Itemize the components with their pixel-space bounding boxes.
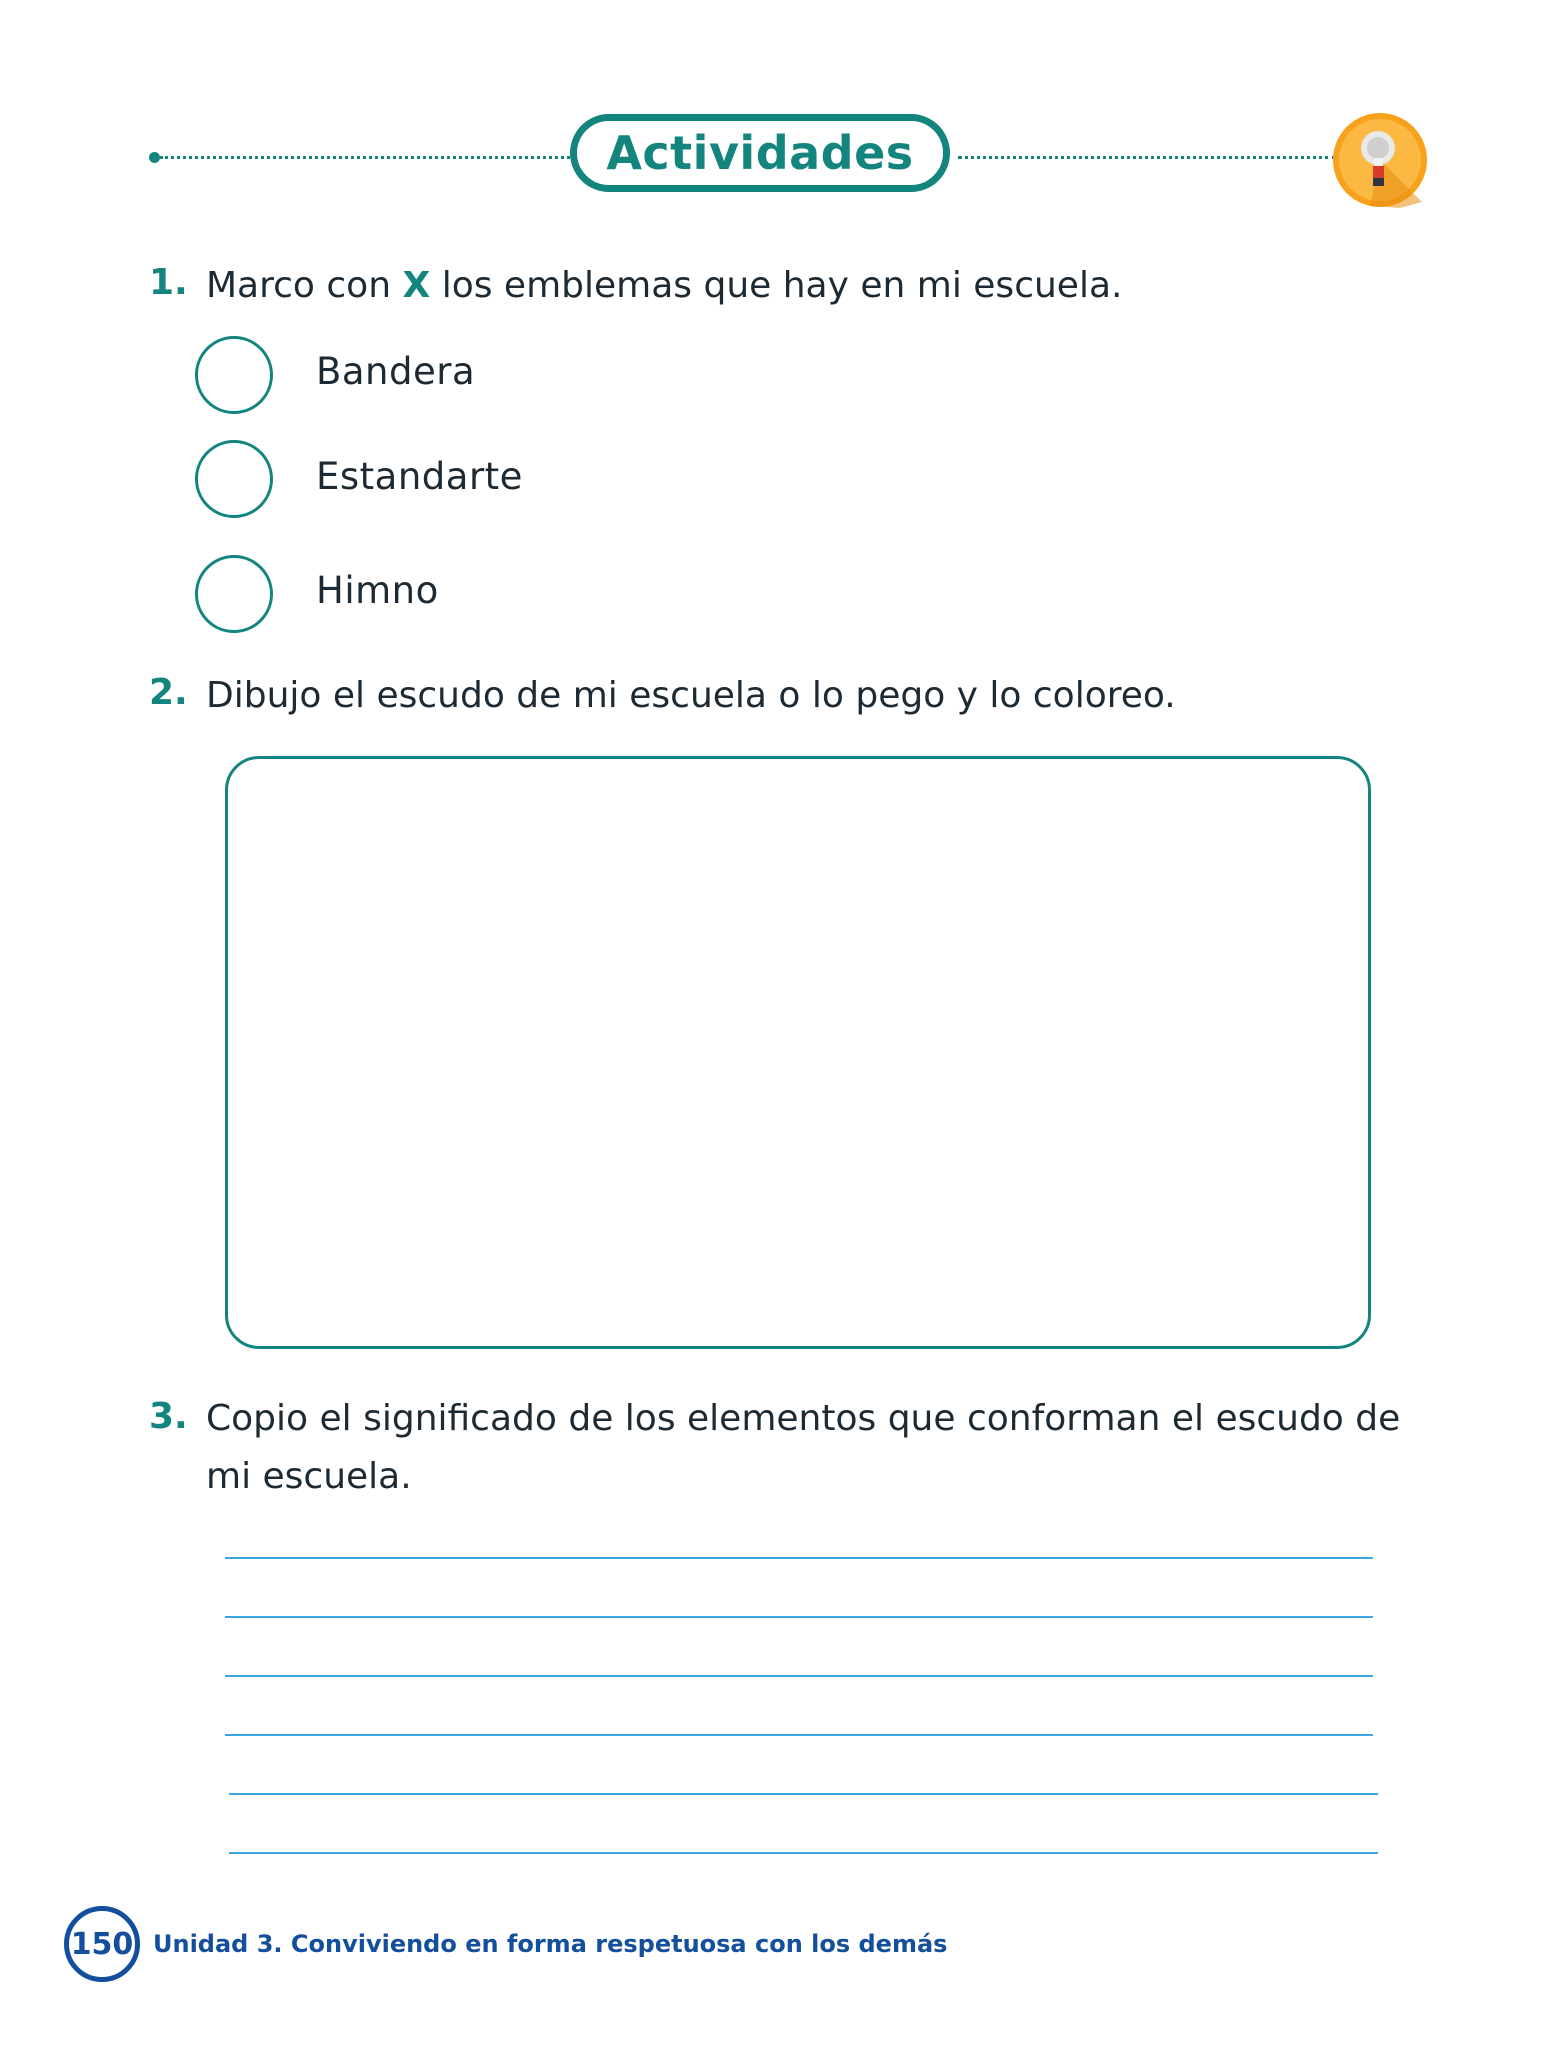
lightbulb-pencil-icon bbox=[1330, 110, 1430, 210]
header-rule-right bbox=[958, 156, 1336, 159]
header-rule-left bbox=[160, 156, 570, 159]
writing-line[interactable] bbox=[225, 1616, 1373, 1618]
writing-line[interactable] bbox=[229, 1793, 1378, 1795]
header-rule-dot bbox=[149, 152, 160, 163]
question-1-text-before: Marco con bbox=[206, 265, 392, 306]
option-bandera-label: Bandera bbox=[316, 350, 476, 393]
page-number: 150 bbox=[70, 1926, 134, 1962]
option-bandera-checkbox[interactable] bbox=[195, 336, 273, 414]
question-1-text-after: los emblemas que hay en mi escuela. bbox=[441, 265, 1123, 306]
option-estandarte-checkbox[interactable] bbox=[195, 440, 273, 518]
question-1-number: 1. bbox=[149, 262, 188, 303]
writing-line[interactable] bbox=[225, 1675, 1373, 1677]
drawing-area[interactable] bbox=[225, 756, 1371, 1349]
option-himno-label: Himno bbox=[316, 569, 439, 612]
question-1-x-mark: X bbox=[402, 265, 431, 306]
option-estandarte-label: Estandarte bbox=[316, 455, 523, 498]
question-2-number: 2. bbox=[149, 672, 188, 713]
writing-line[interactable] bbox=[225, 1557, 1373, 1559]
section-title-pill bbox=[570, 114, 950, 192]
option-himno-checkbox[interactable] bbox=[195, 555, 273, 633]
question-2-text: Dibujo el escudo de mi escuela o lo pego y lo coloreo. bbox=[206, 675, 1176, 716]
writing-line[interactable] bbox=[229, 1852, 1378, 1854]
question-3-line-2: mi escuela. bbox=[206, 1456, 412, 1497]
question-3-number: 3. bbox=[149, 1396, 188, 1437]
section-title: Actividades bbox=[606, 126, 914, 180]
footer-unit-title: Unidad 3. Conviviendo en forma respetuosa con los demás bbox=[153, 1930, 948, 1958]
question-3-line-1: Copio el significado de los elementos que conforman el escudo de bbox=[206, 1398, 1401, 1439]
question-1-text bbox=[206, 257, 1122, 315]
page-number-badge bbox=[64, 1906, 140, 1982]
writing-line[interactable] bbox=[225, 1734, 1373, 1736]
